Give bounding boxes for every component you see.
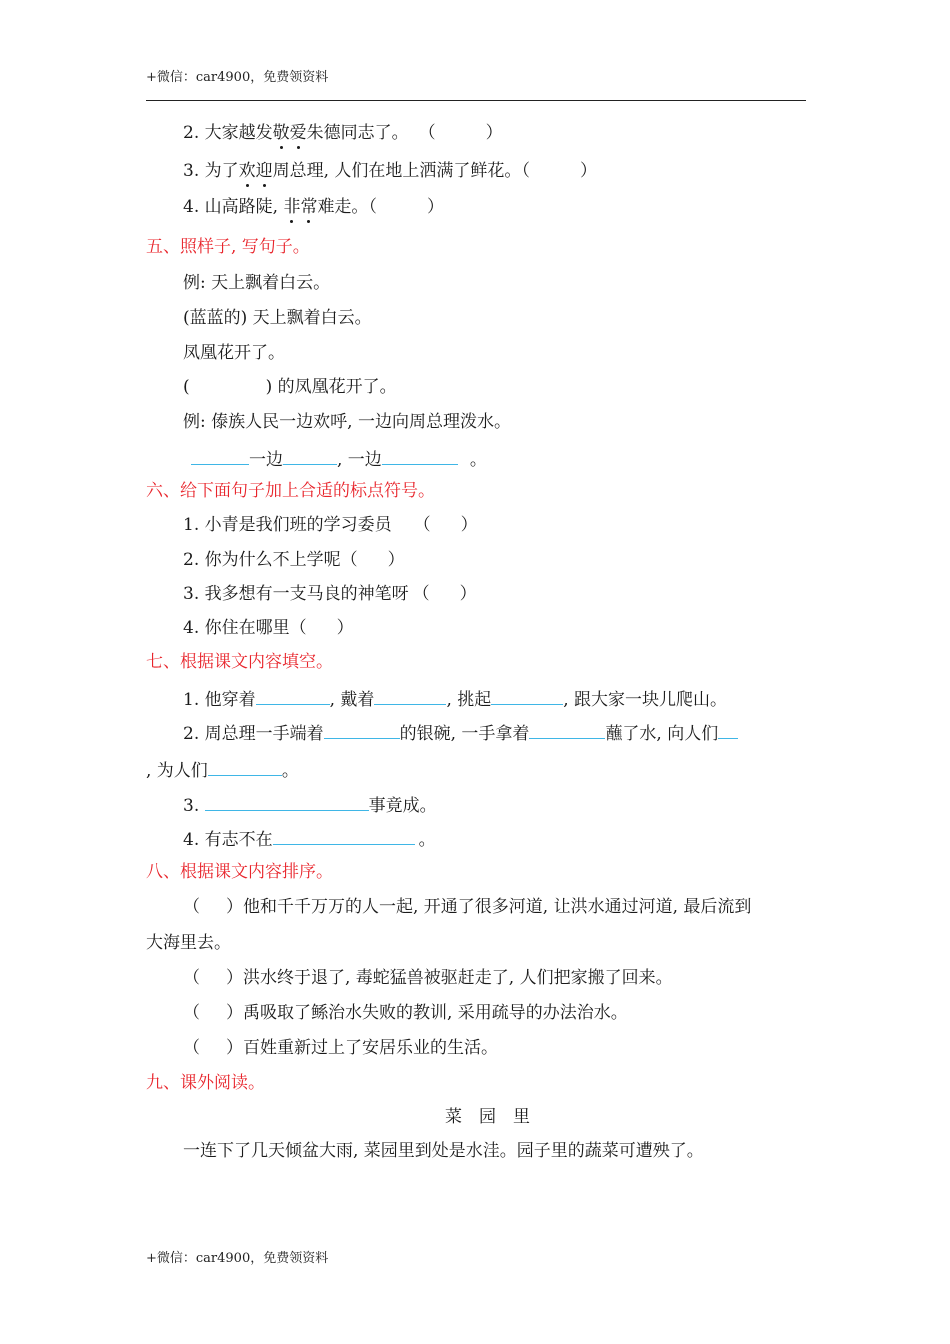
- s7-q2-b: 的银碗, 一手拿着: [399, 724, 530, 744]
- s5-example1: 例: 天上飘着白云。: [183, 273, 331, 293]
- s4-q4-post: 难走。: [317, 197, 369, 217]
- paren-close: ）: [579, 161, 597, 181]
- paren-close: ）: [226, 968, 243, 988]
- answer-blank[interactable]: [529, 720, 605, 739]
- section9-title: 九、课外阅读。: [146, 1073, 265, 1093]
- answer-blank[interactable]: [324, 720, 400, 739]
- dotted-char: 常: [300, 197, 318, 217]
- s6-item-1: [183, 514, 478, 536]
- answer-blank[interactable]: [205, 792, 369, 811]
- s4-q4: [183, 196, 444, 218]
- s7-q4-a: 4. 有志不在: [183, 830, 273, 850]
- s7-q1: [183, 686, 727, 711]
- s7-q2-c: 蘸了水, 向人们: [605, 724, 719, 744]
- s5-q1-rest: ) 的凤凰花开了。: [265, 377, 397, 397]
- s8-item4-text: 百姓重新过上了安居乐业的生活。: [243, 1038, 498, 1058]
- s8-item-2: [183, 967, 673, 989]
- paren-close: ）: [387, 550, 405, 570]
- paren-open: （: [413, 515, 431, 535]
- s7-q2: [183, 720, 738, 745]
- paren-close: ）: [426, 197, 444, 217]
- answer-blank[interactable]: [191, 446, 249, 465]
- paren-open: （: [289, 618, 307, 638]
- s4-q3-pre: 3. 为了: [183, 161, 239, 181]
- dotted-char: 欢: [238, 161, 256, 181]
- s6-item-3: [183, 583, 477, 605]
- s4-q2-pre: 2. 大家越发: [183, 123, 273, 143]
- dotted-char: 迎: [255, 161, 273, 181]
- s7-q1-c: , 挑起: [446, 690, 492, 710]
- answer-blank[interactable]: [283, 446, 337, 465]
- s4-q3: [183, 160, 597, 182]
- header-rule: [146, 100, 806, 101]
- s4-q2-post: 朱德同志了。: [306, 123, 409, 143]
- s6-item-text: 2. 你为什么不上学呢: [183, 550, 341, 570]
- paren-open: （: [368, 197, 377, 217]
- s7-q4: [183, 826, 436, 851]
- page-header-text: +微信：car4900，免费领资料: [146, 70, 329, 85]
- answer-blank[interactable]: [256, 686, 330, 705]
- paren-open: （: [183, 1038, 200, 1058]
- paren-open: （: [418, 123, 436, 143]
- s5-q2-end: 。: [469, 450, 487, 470]
- paren-close: ）: [459, 584, 477, 604]
- dotted-char: 爱: [289, 123, 307, 143]
- s8-item-3: [183, 1002, 628, 1024]
- s8-item2-text: 洪水终于退了, 毒蛇猛兽被驱赶走了, 人们把家搬了回来。: [243, 968, 673, 988]
- section5-title: 五、照样子, 写句子。: [146, 237, 310, 257]
- answer-blank[interactable]: [382, 446, 458, 465]
- section6-title: 六、给下面句子加上合适的标点符号。: [146, 481, 435, 501]
- s7-q2-d: , 为人们: [146, 761, 208, 781]
- paren-close: ）: [485, 123, 503, 143]
- s6-item-text: 3. 我多想有一支马良的神笔呀: [183, 584, 409, 604]
- s4-q2: [183, 122, 503, 144]
- paren-open: （: [183, 1003, 200, 1023]
- section7-title: 七、根据课文内容填空。: [146, 652, 333, 672]
- answer-blank[interactable]: [718, 720, 738, 739]
- s7-q1-b: , 戴着: [329, 690, 375, 710]
- answer-blank[interactable]: [374, 686, 446, 705]
- paren-open: （: [340, 550, 358, 570]
- paren-close: ）: [226, 897, 243, 917]
- answer-blank[interactable]: [491, 686, 563, 705]
- s7-q2-a: 2. 周总理一手端着: [183, 724, 324, 744]
- paren-open: （: [521, 161, 530, 181]
- s7-q2-cont: [146, 757, 299, 782]
- paren-close: ）: [226, 1003, 243, 1023]
- s8-item-1-cont: 大海里去。: [146, 933, 231, 953]
- paren-open: (: [183, 377, 190, 397]
- s6-item-text: 1. 小青是我们班的学习委员: [183, 515, 392, 535]
- s6-item-text: 4. 你住在哪里: [183, 618, 290, 638]
- s6-item-4: [183, 617, 354, 639]
- paren-open: （: [412, 584, 430, 604]
- dotted-char: 非: [283, 197, 301, 217]
- s7-q1-d: , 跟大家一块儿爬山。: [563, 690, 728, 710]
- s5-example2: 例: 傣族人民一边欢呼, 一边向周总理泼水。: [183, 412, 511, 432]
- s5-q2-mid1: 一边: [249, 450, 283, 470]
- s5-q2-mid2: , 一边: [337, 450, 382, 470]
- s8-item-1: [183, 896, 751, 918]
- paren-close: ）: [460, 515, 478, 535]
- answer-blank[interactable]: [273, 826, 415, 845]
- s7-q3-a: 3.: [183, 796, 205, 816]
- s7-q1-a: 1. 他穿着: [183, 690, 256, 710]
- s8-item-4: [183, 1037, 498, 1059]
- dotted-char: 敬: [272, 123, 290, 143]
- s7-q2-e: 。: [281, 761, 299, 781]
- s5-q1-fill: [183, 376, 397, 398]
- s5-example1-answer: (蓝蓝的) 天上飘着白云。: [183, 308, 372, 328]
- story-title: 菜 园 里: [445, 1107, 530, 1127]
- s6-item-2: [183, 549, 405, 571]
- s5-q1: 凤凰花开了。: [183, 343, 285, 363]
- s7-q3: [183, 792, 437, 817]
- answer-blank[interactable]: [208, 757, 282, 776]
- s8-item1-text: 他和千千万万的人一起, 开通了很多河道, 让洪水通过河道, 最后流到: [243, 897, 752, 917]
- paren-open: （: [183, 897, 200, 917]
- s7-q4-b: 。: [418, 830, 436, 850]
- s8-item3-text: 禹吸取了鲧治水失败的教训, 采用疏导的办法治水。: [243, 1003, 628, 1023]
- paren-open: （: [183, 968, 200, 988]
- s4-q3-post: 周总理, 人们在地上洒满了鲜花。: [272, 161, 522, 181]
- s4-q4-pre: 4. 山高路陡,: [183, 197, 284, 217]
- s7-q3-b: 事竟成。: [368, 796, 437, 816]
- paren-close: ）: [336, 618, 354, 638]
- story-paragraph: 一连下了几天倾盆大雨, 菜园里到处是水洼。园子里的蔬菜可遭殃了。: [183, 1141, 704, 1161]
- page-footer-text: +微信：car4900，免费领资料: [146, 1251, 329, 1266]
- s5-q2-fill: [191, 446, 487, 471]
- paren-close: ）: [226, 1038, 243, 1058]
- section8-title: 八、根据课文内容排序。: [146, 862, 333, 882]
